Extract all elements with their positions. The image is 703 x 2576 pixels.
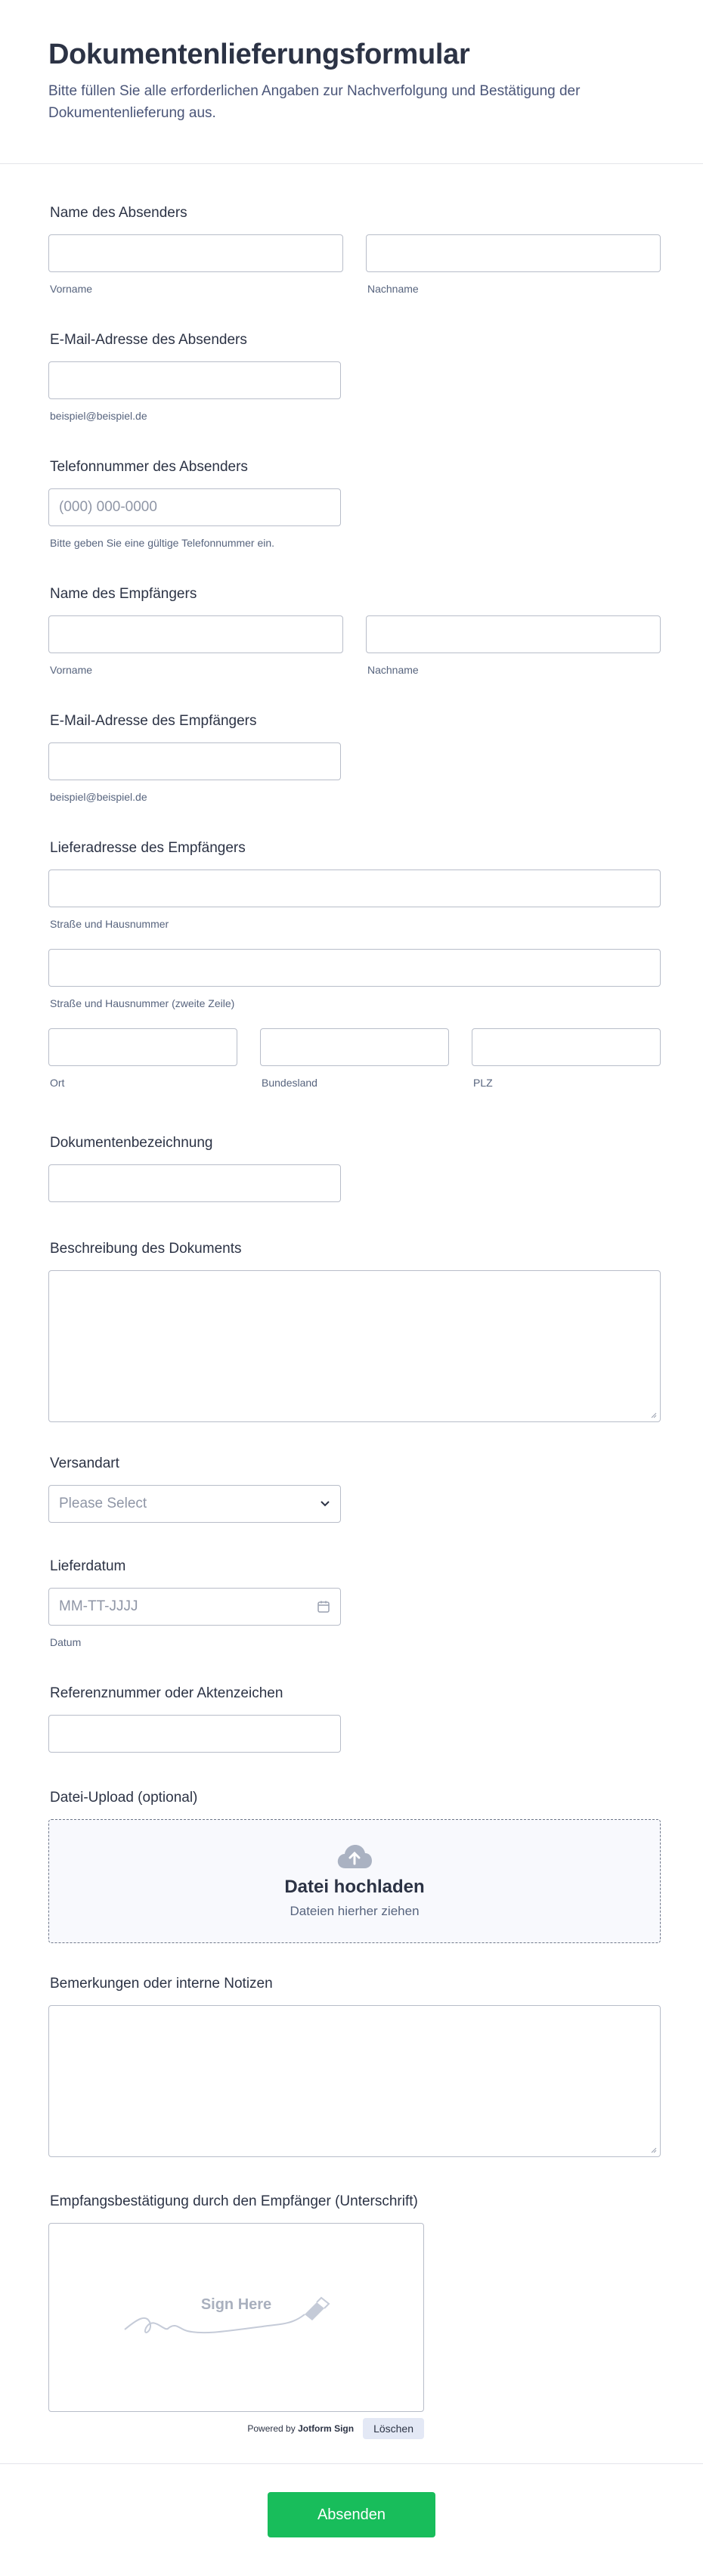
city-input[interactable]	[48, 1028, 237, 1066]
form-header	[0, 0, 703, 164]
sender-email-sublabel: beispiel@beispiel.de	[50, 410, 147, 422]
recipient-name-field	[48, 585, 661, 676]
calendar-icon[interactable]	[317, 1600, 330, 1613]
powered-by-text: Powered by Jotform Sign	[247, 2423, 355, 2434]
delivery-date-sublabel: Datum	[50, 1636, 82, 1648]
sender-name-field	[48, 204, 661, 295]
delivery-date-label: Lieferdatum	[50, 1558, 126, 1574]
reference-label: Referenznummer oder Aktenzeichen	[50, 1685, 283, 1701]
recipient-email-input[interactable]	[48, 742, 341, 780]
sender-first-name-input[interactable]	[48, 234, 343, 272]
notes-textarea[interactable]	[48, 2005, 661, 2157]
upload-field	[48, 1789, 661, 1943]
sender-email-field	[48, 331, 341, 422]
doc-description-label: Beschreibung des Dokuments	[50, 1241, 242, 1257]
form-title: Dokumentenlieferungsformular	[48, 39, 470, 70]
reference-input[interactable]	[48, 1715, 341, 1753]
recipient-name-label: Name des Empfängers	[50, 586, 197, 602]
form-footer	[0, 2463, 703, 2576]
cloud-upload-icon	[336, 1843, 373, 1871]
address-label: Lieferadresse des Empfängers	[50, 840, 246, 856]
clear-signature-button[interactable]: Löschen	[363, 2418, 424, 2439]
signature-label: Empfangsbestätigung durch den Empfänger (Unterschrift)	[50, 2193, 418, 2209]
upload-hint: Dateien hierher ziehen	[290, 1904, 420, 1918]
submit-button[interactable]: Absenden	[268, 2492, 435, 2537]
chevron-down-icon	[320, 1500, 330, 1508]
sender-phone-input[interactable]: (000) 000-0000	[48, 488, 341, 526]
signature-placeholder-text: Sign Here	[200, 2296, 272, 2313]
recipient-first-name-input[interactable]	[48, 615, 343, 653]
upload-title: Datei hochladen	[284, 1877, 425, 1897]
street2-sublabel: Straße und Hausnummer (zweite Zeile)	[50, 997, 235, 1009]
state-input[interactable]	[260, 1028, 449, 1066]
doc-description-field	[48, 1240, 661, 1422]
zip-input[interactable]	[472, 1028, 661, 1066]
sender-last-name-sublabel: Nachname	[367, 283, 419, 295]
sender-phone-label: Telefonnummer des Absenders	[50, 459, 248, 475]
doc-title-input[interactable]	[48, 1164, 341, 1202]
signature-pad[interactable]	[48, 2223, 424, 2412]
doc-description-textarea[interactable]	[48, 1270, 661, 1422]
sender-phone-sublabel: Bitte geben Sie eine gültige Telefonnummer ein.	[50, 537, 275, 549]
sender-phone-field	[48, 458, 341, 549]
recipient-last-name-input[interactable]	[366, 615, 661, 653]
doc-title-label: Dokumentenbezeichnung	[50, 1135, 213, 1151]
resize-handle-icon[interactable]	[649, 1411, 657, 1418]
state-sublabel: Bundesland	[262, 1077, 317, 1089]
doc-title-field	[48, 1134, 341, 1202]
notes-label: Bemerkungen oder interne Notizen	[50, 1976, 273, 1992]
sender-first-name-sublabel: Vorname	[50, 283, 93, 295]
sender-email-label: E-Mail-Adresse des Absenders	[50, 332, 247, 348]
recipient-first-name-sublabel: Vorname	[50, 664, 93, 676]
zip-sublabel: PLZ	[473, 1077, 493, 1089]
sender-email-input[interactable]	[48, 361, 341, 399]
signature-field	[48, 2193, 424, 2439]
signature-footer	[48, 2418, 424, 2439]
upload-label: Datei-Upload (optional)	[50, 1790, 198, 1806]
shipping-field	[48, 1455, 341, 1523]
upload-dropzone[interactable]	[48, 1819, 661, 1943]
sender-last-name-input[interactable]	[366, 234, 661, 272]
address-field	[48, 839, 661, 1089]
delivery-date-field	[48, 1558, 341, 1648]
reference-field	[48, 1685, 341, 1753]
shipping-select-value: Please Select	[59, 1496, 147, 1511]
recipient-email-label: E-Mail-Adresse des Empfängers	[50, 713, 257, 729]
shipping-label: Versandart	[50, 1455, 119, 1471]
recipient-last-name-sublabel: Nachname	[367, 664, 419, 676]
recipient-email-sublabel: beispiel@beispiel.de	[50, 791, 147, 803]
city-sublabel: Ort	[50, 1077, 65, 1089]
resize-handle-icon[interactable]	[649, 2146, 657, 2153]
delivery-date-placeholder: MM-TT-JJJJ	[59, 1598, 138, 1614]
shipping-select[interactable]	[48, 1485, 341, 1523]
delivery-date-input[interactable]	[48, 1588, 341, 1626]
street-input[interactable]	[48, 870, 661, 907]
street-sublabel: Straße und Hausnummer	[50, 918, 169, 930]
form-description: Bitte füllen Sie alle erforderlichen Angaben zur Nachverfolgung und Bestätigung der Dokumentenlieferung aus.	[48, 82, 581, 122]
sender-name-label: Name des Absenders	[50, 205, 187, 221]
recipient-email-field	[48, 712, 341, 803]
notes-field	[48, 1975, 661, 2157]
street2-input[interactable]	[48, 949, 661, 987]
